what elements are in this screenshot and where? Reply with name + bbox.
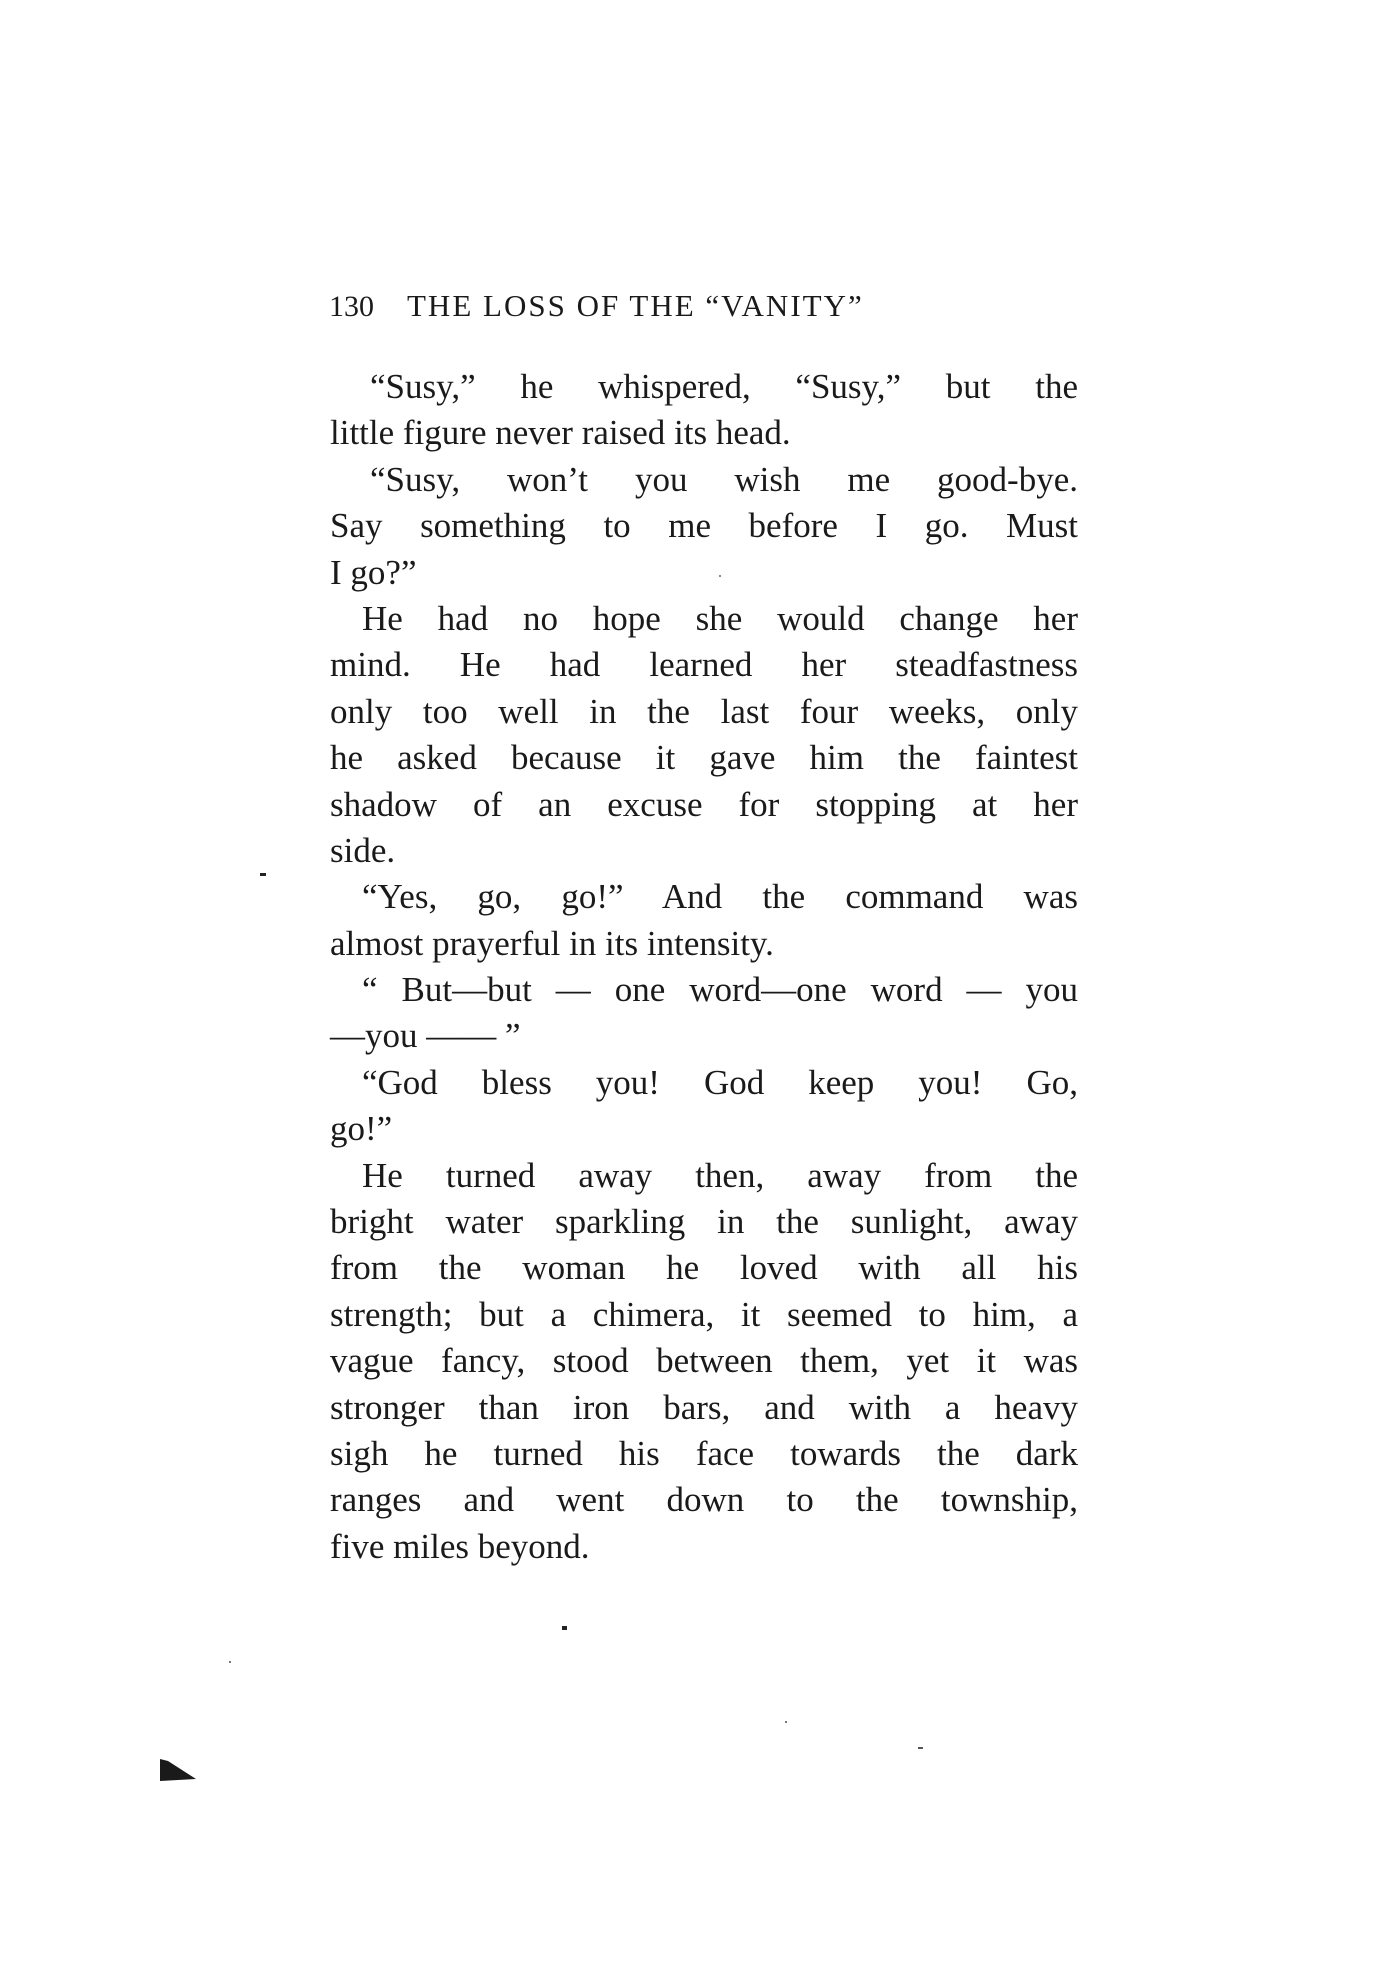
text-line: shadow of an excuse for stopping at her: [330, 784, 1078, 824]
text-line: “ But—but — one word—one word — you: [362, 970, 1078, 1010]
scan-speck: [785, 1721, 787, 1723]
text-line: go!”: [330, 1109, 393, 1149]
text-line: bright water sparkling in the sunlight, away: [330, 1202, 1078, 1242]
text-line: I go?”: [330, 552, 417, 592]
text-line: stronger than iron bars, and with a heavy: [330, 1387, 1078, 1427]
text-line: side.: [330, 830, 396, 870]
text-line: little figure never raised its head.: [330, 413, 791, 453]
body-text: [330, 364, 1078, 1570]
text-line: five miles beyond.: [330, 1526, 590, 1566]
running-title: THE LOSS OF THE “VANITY”: [407, 288, 864, 323]
text-line: almost prayerful in its intensity.: [330, 923, 774, 963]
text-line: “Yes, go, go!” And the command was: [362, 877, 1078, 917]
scan-speck: [918, 1747, 923, 1749]
text-line: vague fancy, stood between them, yet it was: [330, 1341, 1078, 1381]
text-line: strength; but a chimera, it seemed to him, a: [330, 1294, 1078, 1334]
text-line: mind. He had learned her steadfastness: [330, 645, 1078, 685]
text-line: “Susy, won’t you wish me good-bye.: [370, 459, 1078, 499]
text-line: He had no hope she would change her: [362, 598, 1078, 638]
scan-speck: [719, 575, 721, 577]
text-line: sigh he turned his face towards the dark: [330, 1433, 1078, 1473]
text-line: He turned away then, away from the: [362, 1155, 1078, 1195]
text-line: “Susy,” he whispered, “Susy,” but the: [370, 367, 1078, 406]
scan-mark-icon: [160, 1759, 196, 1781]
scan-speck: [260, 873, 266, 876]
text-line: “God bless you! God keep you! Go,: [362, 1062, 1078, 1102]
text-line: from the woman he loved with all his: [330, 1248, 1078, 1288]
text-line: he asked because it gave him the faintest: [330, 738, 1078, 778]
text-line: Say something to me before I go. Must: [330, 506, 1078, 546]
scan-speck: [229, 1661, 231, 1663]
text-line: only too well in the last four weeks, only: [330, 691, 1078, 731]
running-header: [329, 283, 1089, 329]
text-line: ranges and went down to the township,: [330, 1480, 1078, 1520]
page-number: 130: [329, 290, 374, 323]
scan-speck: [562, 1626, 567, 1630]
text-line: —you —— ”: [330, 1016, 521, 1056]
